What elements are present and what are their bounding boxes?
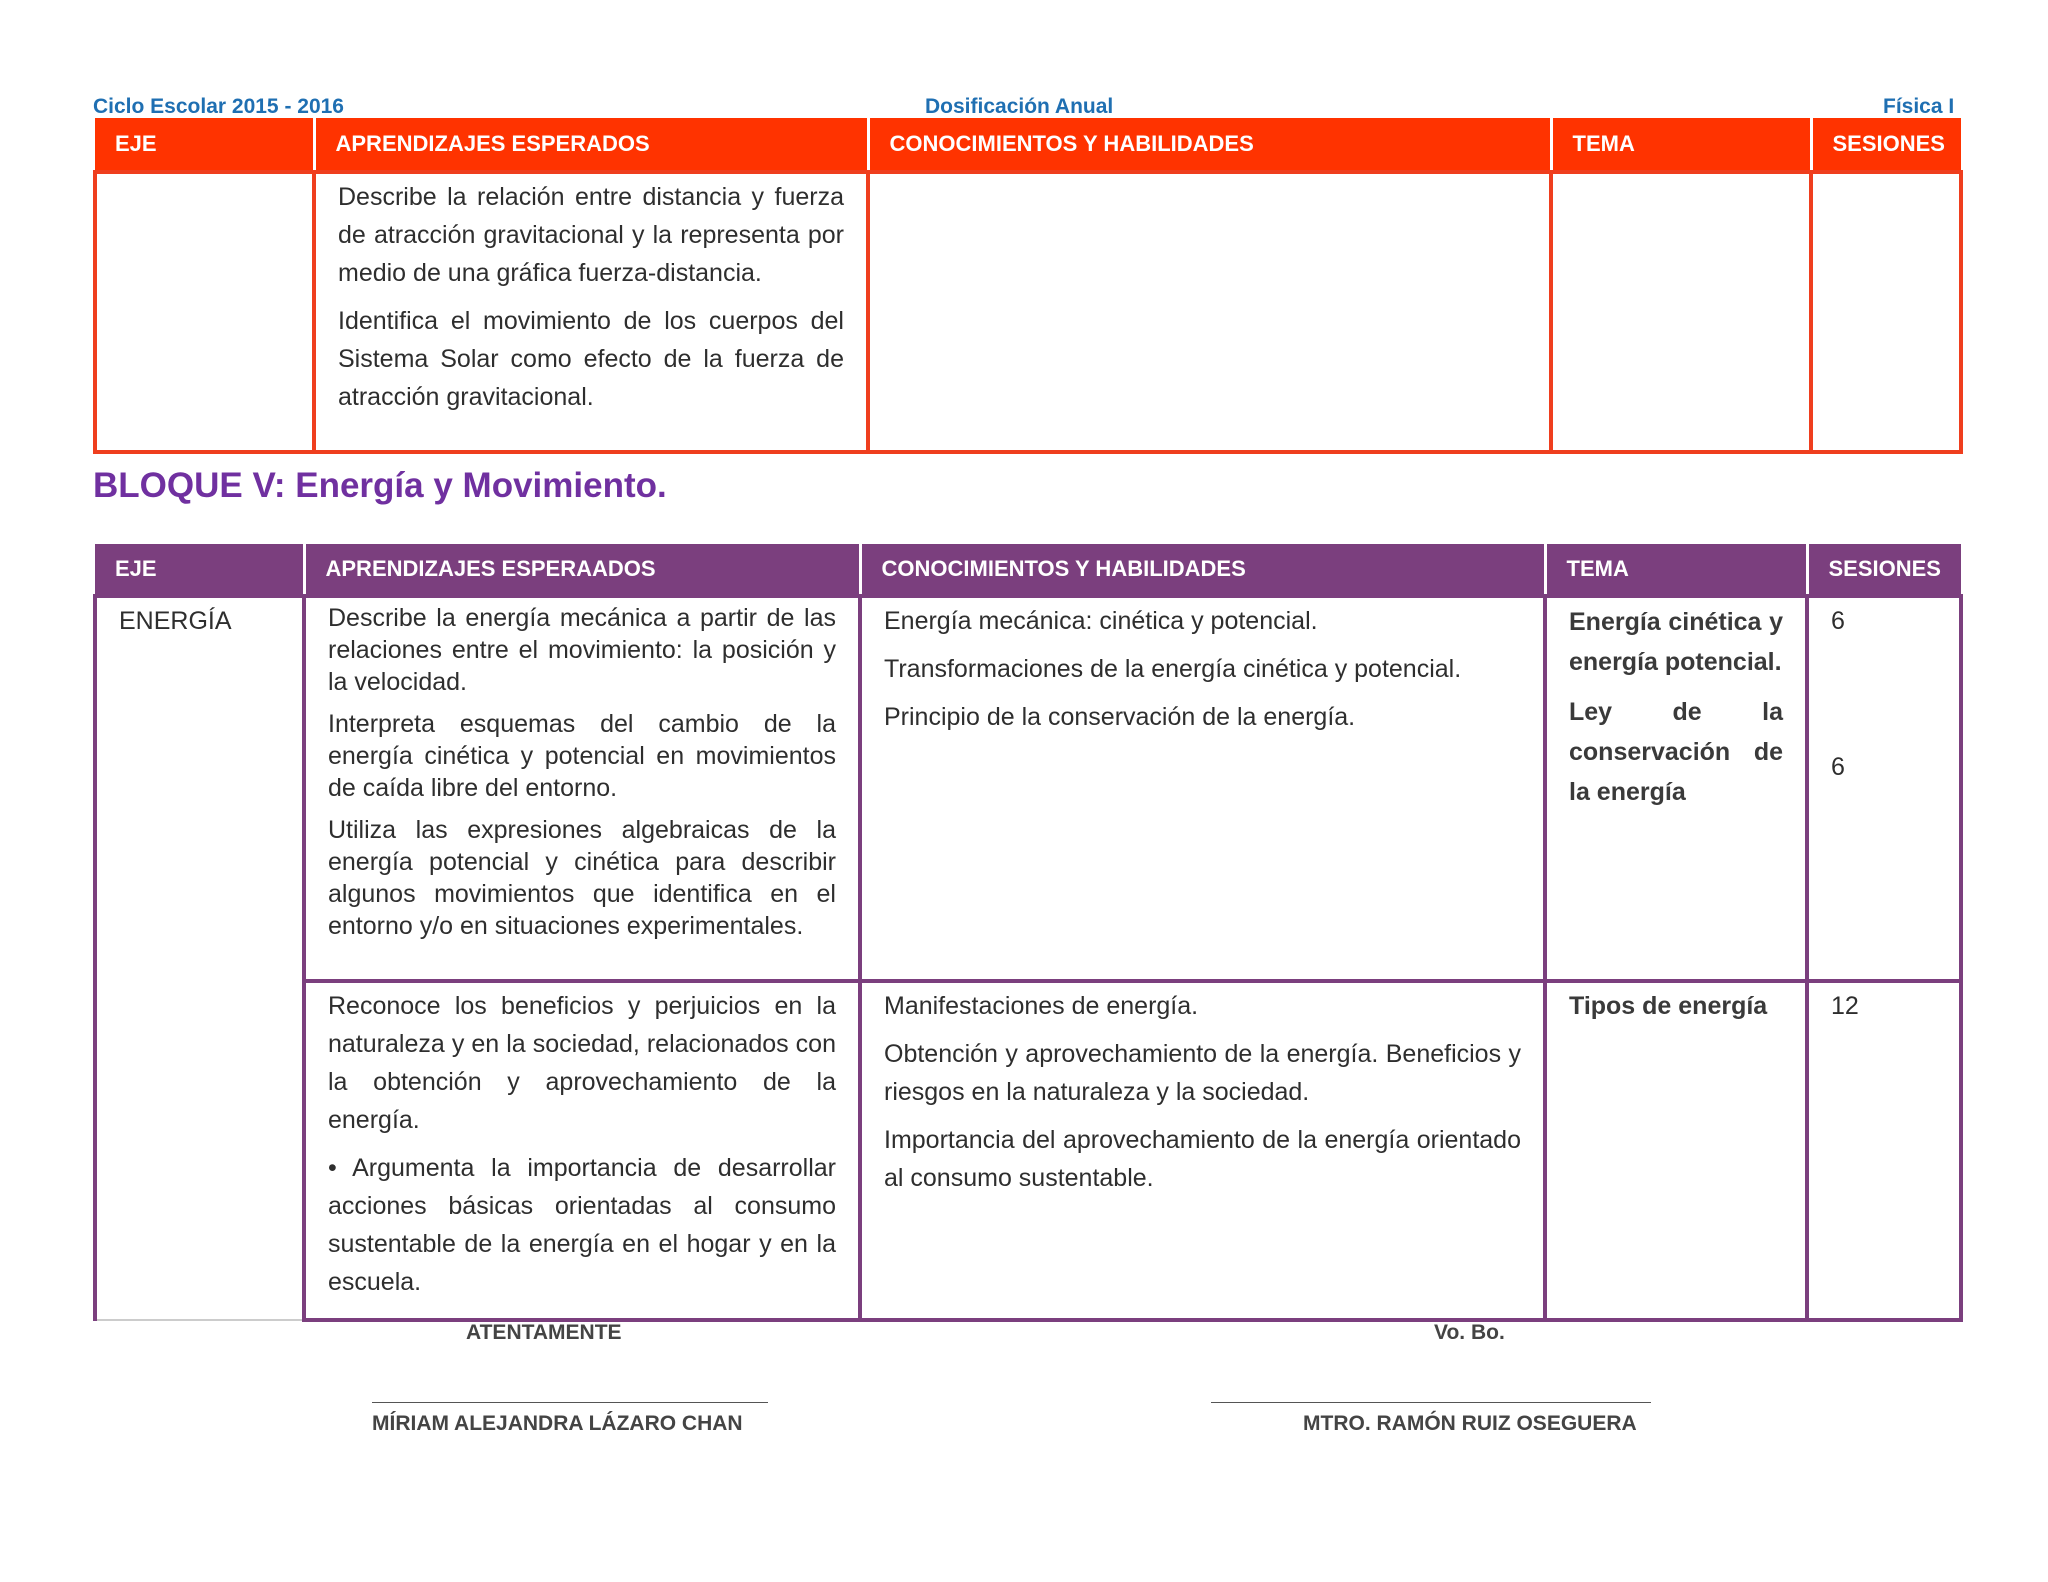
aprendizaje-item: Reconoce los beneficios y perjuicios en la naturaleza y en la sociedad, relacionados con la obtención y aprovechamiento de la energía. <box>328 992 836 1134</box>
aprendizaje-item: Interpreta esquemas del cambio de la energía cinética y potencial en movimientos de caída libre del entorno. <box>328 710 836 802</box>
cell-tema <box>1551 172 1811 452</box>
header-title: Dosificación Anual <box>925 95 1114 118</box>
cell-aprendizajes <box>304 596 860 981</box>
signature-line-left <box>372 1402 768 1403</box>
cell-sesiones: 12 <box>1807 981 1961 1320</box>
header-cycle: Ciclo Escolar 2015 - 2016 <box>93 95 344 118</box>
signer-left-name: MÍRIAM ALEJANDRA LÁZARO CHAN <box>372 1412 743 1435</box>
cell-aprendizajes <box>304 981 860 1320</box>
aprendizaje-item: Identifica el movimiento de los cuerpos del Sistema Solar como efecto de la fuerza de atracción gravitacional. <box>338 307 844 411</box>
sesiones-value: 6 <box>1831 753 1845 781</box>
tema-item: Ley de la conservación de la energía <box>1569 698 1783 806</box>
conocimiento-item: Obtención y aprovechamiento de la energía. Beneficios y riesgos en la naturaleza y la sociedad. <box>884 1040 1521 1106</box>
block-title: BLOQUE V: Energía y Movimiento. <box>93 466 667 505</box>
header-subject: Física I <box>1883 95 1955 118</box>
col-header-aprendizajes: APRENDIZAJES ESPERAADOS <box>304 544 860 596</box>
table-header-row <box>95 544 1961 596</box>
table-row <box>95 172 1961 452</box>
aprendizaje-item: Utiliza las expresiones algebraicas de la energía potencial y cinética para describir algunos movimientos que identifica en el entorno y/o en situaciones experimentales. <box>328 816 836 940</box>
conocimiento-item: Manifestaciones de energía. <box>884 992 1199 1020</box>
table-row <box>95 596 1961 981</box>
conocimiento-item: Transformaciones de la energía cinética y potencial. <box>884 655 1462 683</box>
cell-eje: ENERGÍA <box>95 596 304 1320</box>
cell-tema <box>1545 596 1807 981</box>
cell-conocimientos <box>860 981 1545 1320</box>
cell-conocimientos <box>860 596 1545 981</box>
conocimiento-item: Energía mecánica: cinética y potencial. <box>884 607 1318 635</box>
signature-line-right <box>1211 1402 1651 1403</box>
col-header-eje: EJE <box>95 118 314 172</box>
conocimiento-item: Importancia del aprovechamiento de la energía orientado al consumo sustentable. <box>884 1126 1521 1192</box>
tema-item: Energía cinética y energía potencial. <box>1569 608 1783 676</box>
cell-sesiones <box>1807 596 1961 981</box>
aprendizaje-item: • Argumenta la importancia de desarrollar acciones básicas orientadas al consumo sustentable de la energía en el hogar y en la escuela. <box>328 1154 836 1296</box>
col-header-conocimientos: CONOCIMIENTOS Y HABILIDADES <box>868 118 1551 172</box>
cell-tema: Tipos de energía <box>1545 981 1807 1320</box>
signer-right-name: MTRO. RAMÓN RUIZ OSEGUERA <box>1303 1412 1637 1435</box>
col-header-tema: TEMA <box>1551 118 1811 172</box>
sesiones-value: 6 <box>1831 607 1845 635</box>
cell-conocimientos <box>868 172 1551 452</box>
col-header-conocimientos: CONOCIMIENTOS Y HABILIDADES <box>860 544 1545 596</box>
vobo-label: Vo. Bo. <box>1434 1321 1505 1344</box>
cell-aprendizajes <box>314 172 868 452</box>
aprendizaje-item: Describe la relación entre distancia y fuerza de atracción gravitacional y la representa por medio de una gráfica fuerza-distancia. <box>338 183 844 287</box>
atentamente-label: ATENTAMENTE <box>466 1321 622 1344</box>
col-header-sesiones: SESIONES <box>1807 544 1961 596</box>
col-header-eje: EJE <box>95 544 304 596</box>
plan-table-continued <box>93 118 1963 454</box>
table-row <box>95 981 1961 1320</box>
aprendizaje-item: Describe la energía mecánica a partir de las relaciones entre el movimiento: la posición y la velocidad. <box>328 604 836 696</box>
col-header-aprendizajes: APRENDIZAJES ESPERADOS <box>314 118 868 172</box>
table-header-row <box>95 118 1961 172</box>
conocimiento-item: Principio de la conservación de la energía. <box>884 703 1356 731</box>
cell-eje <box>95 172 314 452</box>
plan-table-bloque-v <box>93 544 1963 1322</box>
col-header-sesiones: SESIONES <box>1811 118 1961 172</box>
col-header-tema: TEMA <box>1545 544 1807 596</box>
cell-sesiones <box>1811 172 1961 452</box>
